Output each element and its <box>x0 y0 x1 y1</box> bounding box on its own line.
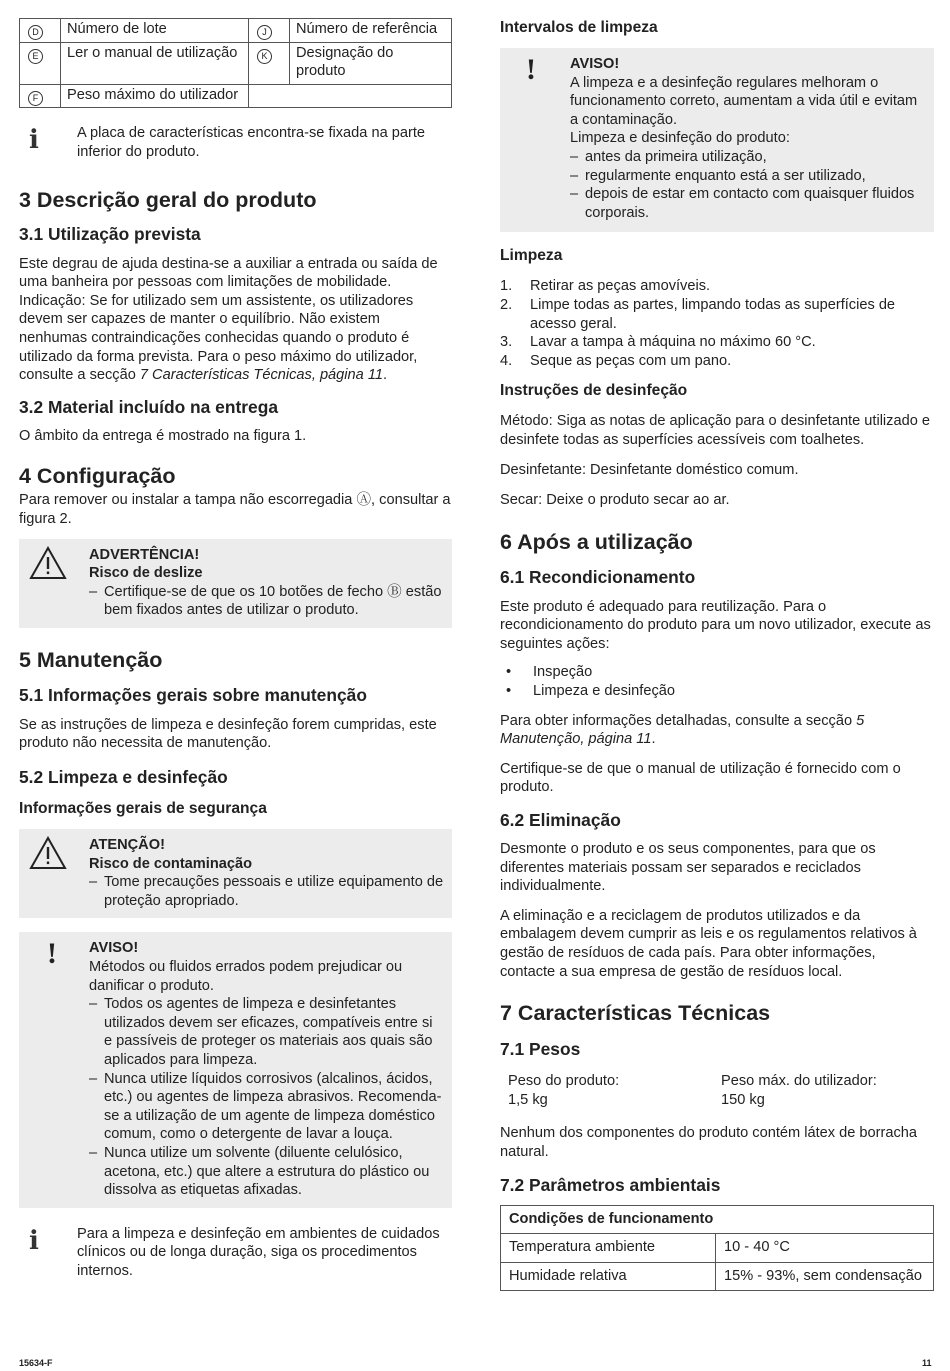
left-column <box>19 18 452 1281</box>
section-6-2-title: 6.2 Eliminação <box>500 810 621 831</box>
list-item: 1. Retirar as peças amovíveis. <box>500 278 711 295</box>
info-icon: ℹ <box>29 125 39 156</box>
max-user-weight-value: 150 kg <box>721 1091 765 1108</box>
warning-item: – Certifique-se de que os 10 botões de fecho Ⓑ estão bem fixados antes de utilizar o produto. <box>89 583 444 620</box>
notice-text: Métodos ou fluidos errados podem prejudicar ou danificar o produto. <box>89 959 403 994</box>
symbol-d-icon: D <box>28 25 43 40</box>
section-3-title: 3 Descrição geral do produto <box>19 187 317 212</box>
list-item: 2. Limpe todas as partes, limpando todas as superfícies de acesso geral. <box>500 296 896 332</box>
environment-table <box>500 1205 934 1292</box>
section-6-1-text: Este produto é adequado para reutilização. Para o recondicionamento do produto para um novo utilizador, execute as seguintes ações: <box>500 598 931 652</box>
section-5-1-title: 5.1 Informações gerais sobre manutenção <box>19 684 367 705</box>
legend-row <box>20 84 452 108</box>
warning-triangle-icon <box>29 546 89 620</box>
notice-item: – depois de estar em contacto com quaisquer fluidos corporais. <box>570 185 926 222</box>
notice-item: – Todos os agentes de limpeza e desinfetantes utilizados devem ser eficazes, compatíveis entre si e passíveis de proteger os materiais aos quais são aplicados para limpeza. <box>89 995 444 1069</box>
notice-label: AVISO! <box>570 56 620 72</box>
table-row <box>501 1205 934 1234</box>
symbol-f-icon: F <box>28 91 43 106</box>
table-cell: Temperatura ambiente <box>501 1234 716 1263</box>
notice-item: – Nunca utilize um solvente (diluente celulósico, acetona, etc.) que altere a estrutura do plástico ou dissolva as etiquetas afixadas. <box>89 1144 444 1200</box>
table-row <box>501 1234 934 1263</box>
document-id: 15634-F <box>19 1358 53 1368</box>
caution-box <box>19 829 452 918</box>
notice-label: AVISO! <box>89 940 139 957</box>
section-4-title: 4 Configuração <box>19 464 176 489</box>
table-row <box>501 1262 934 1291</box>
page-number: 11 <box>922 1358 932 1368</box>
symbol-j-icon: J <box>257 25 272 40</box>
notice-item: – Nunca utilize líquidos corrosivos (alcalinos, ácidos, etc.) ou agentes de limpeza abrasivos. Recomenda-se a utilização de um agente de limpeza doméstico comum, como o detergente de lavar a louça. <box>89 1070 444 1144</box>
warning-box <box>19 539 452 628</box>
info-text: A placa de características encontra-se fixada na parte inferior do produto. <box>77 125 426 160</box>
safety-info-title: Informações gerais de segurança <box>19 800 267 818</box>
symbol-legend-table <box>19 18 452 108</box>
disinfectant-text: Desinfetante: Desinfetante doméstico comum. <box>500 461 799 478</box>
caution-label: ATENÇÃO! <box>89 837 165 854</box>
product-weight-label: Peso do produto: <box>508 1073 620 1090</box>
right-column <box>500 18 934 1291</box>
section-4-text: Para remover ou instalar a tampa não escorregadia Ⓐ, consultar a figura 2. <box>19 492 451 527</box>
notice-box <box>19 932 452 1207</box>
section-6-2-text: A eliminação e a reciclagem de produtos utilizados e da embalagem devem cumprir as leis e os regulamentos relativos à gestão de resíduos de cada país. Para obter informações, contacte a sua empresa de gestão de resíduos local. <box>500 907 917 980</box>
latex-note: Nenhum dos componentes do produto contém látex de borracha natural. <box>500 1125 917 1160</box>
exclamation-icon: ! <box>47 937 57 971</box>
cross-reference: 5 Manutenção, página 11 <box>500 712 865 748</box>
list-item: • Inspeção <box>500 663 934 682</box>
disinfection-title: Instruções de desinfeção <box>500 382 688 400</box>
warning-triangle-icon <box>29 836 89 910</box>
symbol-k-icon: K <box>257 49 272 64</box>
warning-risk: Risco de deslize <box>89 565 203 582</box>
notice-item: – regularmente enquanto está a ser utilizado, <box>570 167 926 186</box>
legend-text: Número de lote <box>67 21 167 37</box>
weights-block <box>500 1072 934 1109</box>
legend-text: Número de referência <box>296 21 438 37</box>
section-3-1-title: 3.1 Utilização prevista <box>19 223 201 244</box>
info-note-plate <box>19 124 452 161</box>
section-5-title: 5 Manutenção <box>19 647 163 672</box>
caution-item: – Tome precauções pessoais e utilize equipamento de proteção apropriado. <box>89 873 444 910</box>
symbol-e-icon: E <box>28 49 43 64</box>
legend-row <box>20 19 452 43</box>
section-3-1-text: Este degrau de ajuda destina-se a auxiliar a entrada ou saída de uma banheira por pessoas com limitações de mobilidade. Indicação: Se for utilizado sem um assistente, os utilizadores devem ser capazes de manter o equilíbrio. Não existem nenhumas contraindicações conhecidas quando o produto é utilizado da forma prevista. Para o peso máximo do utilizador, consulte a secção 7 Características Técnicas, página 11. <box>19 255 438 384</box>
warning-label: ADVERTÊNCIA! <box>89 546 200 563</box>
table-cell: 10 - 40 °C <box>716 1234 934 1263</box>
notice-text: A limpeza e a desinfeção regulares melhoram o funcionamento correto, aumentam a vida útil e evitam a contaminação. <box>570 74 918 128</box>
section-3-2-title: 3.2 Material incluído na entrega <box>19 396 278 417</box>
section-7-1-title: 7.1 Pesos <box>500 1039 581 1060</box>
legend-row <box>20 42 452 84</box>
section-6-1-title: 6.1 Recondicionamento <box>500 566 696 587</box>
cleaning-steps <box>500 277 934 370</box>
section-7-title: 7 Características Técnicas <box>500 1001 771 1026</box>
section-5-2-title: 5.2 Limpeza e desinfeção <box>19 767 228 788</box>
exclamation-icon: ! <box>526 53 536 86</box>
max-user-weight-label: Peso máx. do utilizador: <box>721 1073 877 1090</box>
section-5-1-text: Se as instruções de limpeza e desinfeção forem cumpridas, este produto não necessita de manutenção. <box>19 716 437 752</box>
notice-item: – antes da primeira utilização, <box>570 148 926 167</box>
legend-text: Ler o manual de utilização <box>67 44 238 61</box>
list-item: 4. Seque as peças com um pano. <box>500 352 732 369</box>
disinfection-method: Método: Siga as notas de aplicação para o desinfetante utilizado e desinfete todas as superfícies acessíveis com toalhetes. <box>500 413 930 448</box>
section-7-2-title: 7.2 Parâmetros ambientais <box>500 1174 721 1195</box>
table-header: Condições de funcionamento <box>501 1205 934 1234</box>
legend-text: Designação do produto <box>296 44 394 80</box>
section-3-2-text: O âmbito da entrega é mostrado na figura 1. <box>19 427 307 444</box>
info-icon: ℹ <box>29 1225 39 1256</box>
info-note-clinical <box>19 1225 452 1281</box>
section-6-1-manual: Certifique-se de que o manual de utilização é fornecido com o produto. <box>500 760 901 796</box>
table-cell: Humidade relativa <box>501 1262 716 1291</box>
drying-text: Secar: Deixe o produto secar ao ar. <box>500 492 730 509</box>
cross-reference: 7 Características Técnicas, página 11 <box>139 367 383 384</box>
info-text: Para a limpeza e desinfeção em ambientes de cuidados clínicos ou de longa duração, siga os procedimentos internos. <box>77 1225 440 1279</box>
table-cell: 15% - 93%, sem condensação <box>716 1262 934 1291</box>
list-item: 3. Lavar a tampa à máquina no máximo 60 °C. <box>500 334 816 351</box>
cleaning-intervals-title: Intervalos de limpeza <box>500 19 658 36</box>
legend-text: Peso máximo do utilizador <box>67 86 239 103</box>
section-6-title: 6 Após a utilização <box>500 529 693 554</box>
interval-notice-box <box>500 48 934 232</box>
section-6-1-more: Para obter informações detalhadas, consulte a secção 5 Manutenção, página 11. <box>500 712 865 748</box>
cleaning-title: Limpeza <box>500 247 563 265</box>
list-item: • Limpeza e desinfeção <box>500 682 934 701</box>
product-weight-value: 1,5 kg <box>508 1091 548 1108</box>
caution-risk: Risco de contaminação <box>89 855 253 872</box>
section-6-2-text: Desmonte o produto e os seus componentes, para que os diferentes materiais possam ser separados e reciclados individualmente. <box>500 841 876 895</box>
reconditioning-list <box>500 663 934 700</box>
notice-text: Limpeza e desinfeção do produto: <box>570 130 790 147</box>
